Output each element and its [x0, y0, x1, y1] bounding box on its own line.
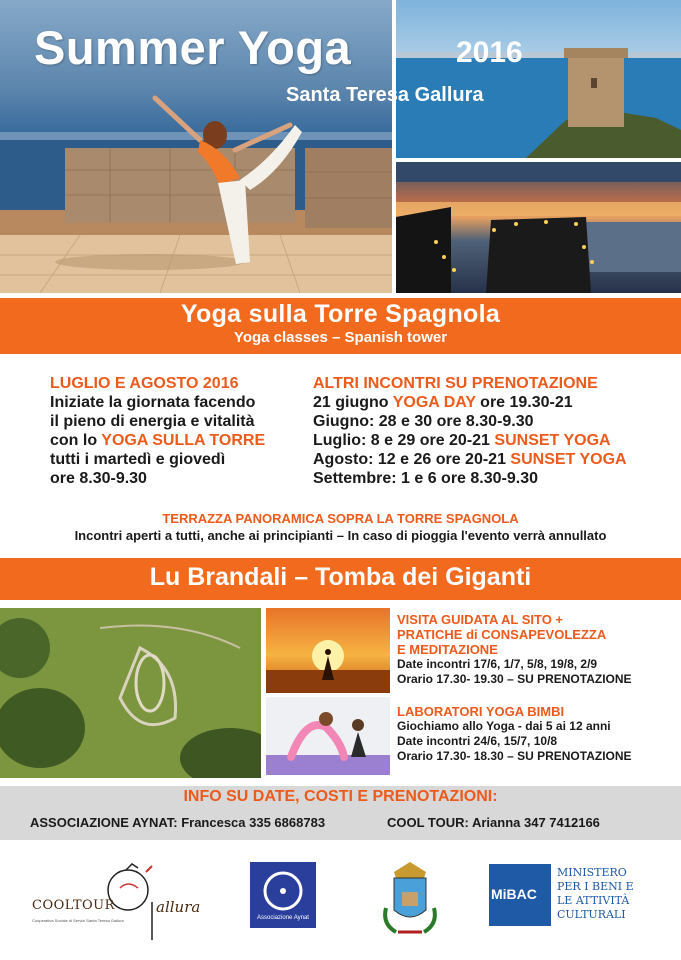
mibac-mark	[489, 864, 551, 926]
summer-line: Iniziate la giornata facendo	[50, 394, 256, 411]
lu-brandali-banner	[0, 558, 681, 600]
mibac-acronym: MiBAC	[491, 886, 537, 902]
meeting-text: Settembre: 1 e 6 ore 8.30-9.30	[313, 470, 539, 487]
visit-dates: Date incontri 17/6, 1/7, 5/8, 19/8, 2/9	[397, 657, 598, 671]
terrace-note: Incontri aperti a tutti, anche ai principianti – In caso di pioggia l'evento verrà annullato	[74, 528, 607, 543]
cooltour-wordmark: COOLTOUR	[32, 898, 115, 913]
meeting-text: Agosto: 12 e 26 ore 20-21	[313, 451, 511, 468]
poster-title: Summer Yoga	[34, 21, 352, 74]
meeting-row	[313, 393, 673, 412]
tower-photo	[396, 0, 681, 158]
meeting-highlight: YOGA DAY	[392, 394, 476, 411]
torre-spagnola-banner	[0, 298, 681, 354]
summer-line: ore 8.30-9.30	[50, 470, 147, 487]
visit-heading-line: PRATICHE di CONSAPEVOLEZZA	[397, 627, 607, 642]
meditation-photo	[266, 608, 390, 693]
visit-heading-line: VISITA GUIDATA AL SITO +	[397, 612, 564, 627]
mibac-logo	[489, 864, 659, 926]
kids-heading: LABORATORI YOGA BIMBI	[397, 704, 565, 719]
gallura-wordmark: allura	[156, 898, 201, 916]
giants-tomb-aerial-photo	[0, 608, 261, 778]
banner-subtitle: Yoga classes – Spanish tower	[233, 329, 448, 346]
mibac-text-line: LE ATTIVITÀ	[557, 894, 630, 907]
meeting-text: Luglio: 8 e 29 ore 20-21	[313, 432, 495, 449]
poster-location: Santa Teresa Gallura	[286, 84, 484, 106]
yoga-sulla-torre-highlight: YOGA SULLA TORRE	[101, 432, 266, 449]
other-meetings-block	[313, 374, 673, 488]
kids-line: Giochiamo allo Yoga - dai 5 ai 12 anni	[397, 719, 611, 733]
kids-yoga-block	[397, 704, 677, 764]
meeting-row	[313, 412, 673, 431]
contact-aynat: ASSOCIAZIONE AYNAT: Francesca 335 6868783	[30, 815, 326, 830]
contact-cooltour: COOL TOUR: Arianna 347 7412166	[387, 815, 600, 830]
cooltour-gallura-logo	[28, 862, 218, 940]
summer-line-text: con lo	[50, 432, 102, 449]
cooltour-subline: Cooperativa Sociale di Servizi Santa Teresa Gallura	[32, 918, 124, 923]
mibac-text-line: CULTURALI	[557, 908, 626, 921]
meeting-row	[313, 469, 673, 488]
summer-line: tutti i martedì e giovedì	[50, 451, 226, 468]
visit-time: Orario 17.30- 19.30 – SU PRENOTAZIONE	[397, 672, 632, 686]
poster-year: 2016	[456, 36, 523, 69]
kids-yoga-photo	[266, 697, 390, 775]
municipality-crest	[374, 858, 446, 942]
aynat-caption: Associazione Aynat	[257, 915, 309, 921]
meeting-highlight: SUNSET YOGA	[510, 451, 627, 468]
banner-title: Yoga sulla Torre Spagnola	[180, 300, 501, 328]
mibac-text	[557, 866, 634, 922]
visit-heading-line: E MEDITAZIONE	[397, 642, 498, 657]
meeting-row	[313, 450, 673, 469]
sunset-photo	[396, 162, 681, 293]
other-meetings-heading: ALTRI INCONTRI SU PRENOTAZIONE	[313, 375, 598, 392]
kids-dates: Date incontri 24/6, 15/7, 10/8	[397, 734, 558, 748]
info-bar	[0, 786, 681, 840]
banner-title: Lu Brandali – Tomba dei Giganti	[149, 563, 532, 591]
summer-heading: LUGLIO E AGOSTO 2016	[50, 375, 239, 392]
summer-schedule-block	[50, 374, 300, 488]
hero-section	[0, 0, 681, 293]
terrace-heading: TERRAZZA PANORAMICA SOPRA LA TORRE SPAGNOLA	[162, 511, 519, 526]
meeting-text: Giugno: 28 e 30 ore 8.30-9.30	[313, 413, 534, 430]
associazione-aynat-logo	[250, 862, 316, 928]
guided-visit-block	[397, 612, 677, 687]
info-heading: INFO SU DATE, COSTI E PRENOTAZIONI:	[183, 788, 498, 805]
summer-line: il pieno di energia e vitalità	[50, 413, 255, 430]
kids-time: Orario 17.30- 18.30 – SU PRENOTAZIONE	[397, 749, 632, 763]
meeting-highlight: SUNSET YOGA	[494, 432, 611, 449]
meeting-text: 21 giugno	[313, 394, 393, 411]
summer-line	[50, 431, 300, 450]
meeting-text: ore 19.30-21	[475, 394, 573, 411]
mibac-text-line: PER I BENI E	[557, 880, 634, 893]
meeting-row	[313, 431, 673, 450]
mibac-text-line: MINISTERO	[557, 866, 627, 879]
